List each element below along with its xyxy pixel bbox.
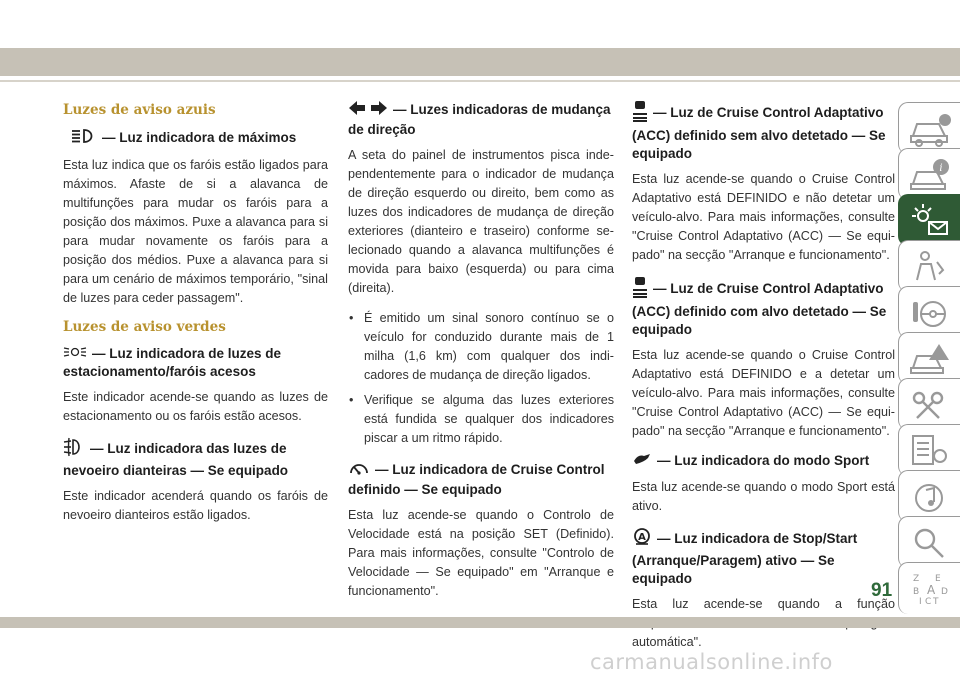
front-fog-title <box>63 437 328 480</box>
svg-text:I: I <box>918 596 922 607</box>
front-fog-title-text: — Luz indicadora das luzes de nevoeiro dianteiras — Se equipado <box>63 441 289 479</box>
chapter-tabs <box>898 102 960 607</box>
tab-search[interactable] <box>898 516 960 568</box>
tab-safety[interactable] <box>898 240 960 292</box>
acc-car-icon <box>632 100 648 127</box>
turn-signal-title-text: — Luzes indicadoras de mudança de direção <box>348 102 611 137</box>
bullet-item: • É emitido um sinal sonoro contínuo se o veículo for conduzido durante mais de 1 milha (1,6 km) com qualquer dos indicadores de mudança de direção ligados. <box>348 309 614 385</box>
turn-arrows-icon <box>348 100 388 121</box>
car-info-circle-icon <box>909 156 951 194</box>
tab-index[interactable] <box>898 562 960 614</box>
music-icon <box>909 478 951 516</box>
warning-lights-icon <box>909 202 951 240</box>
parking-lights-text: Este indicador acende-se quando as luzes de estacionamento ou os faróis estão acesos. <box>63 390 328 424</box>
stop-start-icon <box>632 527 652 552</box>
front-fog-icon <box>63 437 85 462</box>
column-1 <box>63 100 328 536</box>
page-number: 91 <box>871 580 893 601</box>
acc-no-target-title-text: — Luz de Cruise Control Adaptativo (ACC) definido sem alvo detetado — Se equipado <box>632 105 886 161</box>
acc-target-title-text: — Luz de Cruise Control Adaptativo (ACC) definido com alvo detetado — Se equipado <box>632 281 887 337</box>
car-warning-icon <box>909 340 951 378</box>
parking-lights-icon <box>63 345 87 363</box>
tab-tools[interactable] <box>898 378 960 430</box>
stop-start-title-text: — Luz indicadora de Stop/Start (Arranque/Paragem) ativo — Se equipado <box>632 531 858 586</box>
svg-text:B: B <box>912 586 919 597</box>
green-lights-heading: Luzes de aviso verdes <box>63 319 226 335</box>
svg-text:E: E <box>934 573 941 584</box>
acc-no-target-title <box>632 100 895 163</box>
tab-checklist[interactable] <box>898 424 960 476</box>
turn-signal-bullets <box>348 309 614 448</box>
high-beam-title <box>63 128 328 149</box>
parking-lights-title-text: — Luz indicadora de luzes de estacionamento/faróis acesos <box>63 346 282 380</box>
tab-warning-lights[interactable] <box>898 194 960 246</box>
parking-lights-title <box>63 345 328 381</box>
watermark: carmanualsonline.info <box>590 650 833 674</box>
blue-lights-heading: Luzes de aviso azuis <box>63 102 216 118</box>
tab-car-info-circle[interactable] <box>898 148 960 200</box>
svg-text:Z: Z <box>912 573 919 584</box>
tab-car-warning[interactable] <box>898 332 960 384</box>
sport-mode-text: Esta luz acende-se quando o modo Sport está ativo. <box>632 480 895 513</box>
tools-icon <box>909 386 951 424</box>
bullet-item: • Verifique se alguma das luzes exteriores está fundida se qualquer dos indicadores piscar a um ritmo rápido. <box>348 391 614 448</box>
acc-target-title <box>632 276 895 339</box>
turn-signal-text: A seta do painel de instrumentos pisca independentemente para o indicador de mudança de direção esquerdo ou direito, bem como as luzes dos indicadores de mudança de direção exteriores (dianteiro e traseiro) conforme selecionado quando a alavanca multifunções é movida para baixo (esquerda) ou para cima (direita). <box>348 148 614 295</box>
sport-mode-title <box>632 452 895 471</box>
acc-target-text: Esta luz acende-se quando o Cruise Control Adaptativo está DEFINIDO e a detetar um veículo-alvo. Para mais informações, consulte "Cruise Control Adaptativo (ACC) — Se equipado" na secção "Arranque e funcionamento". <box>632 348 895 438</box>
acc-car-target-icon <box>632 276 648 303</box>
cruise-set-title <box>348 460 614 499</box>
svg-text:i: i <box>938 162 943 174</box>
search-icon <box>909 524 951 562</box>
svg-text:C: C <box>924 596 931 607</box>
high-beam-text: Esta luz indica que os faróis estão ligados para máximos. Afaste de si a alavanca de multifunções para mudar os faróis para a posição dos máximos. Puxe a alavanca para si para mudar novamente os faróis para a posição dos médios. Puxe a alavanca para si para um cenário de máximos temporário, "sinal de luzes para ceder passagem". <box>63 158 328 305</box>
tab-car-info[interactable] <box>898 102 960 154</box>
svg-text:T: T <box>932 596 938 607</box>
front-fog-text: Este indicador acenderá quando os faróis de nevoeiro dianteiros estão ligados. <box>63 489 328 523</box>
high-beam-icon <box>71 128 97 149</box>
stop-start-text: Esta luz acende-se quando a função automática". <box>632 597 895 649</box>
cruise-set-title-text: — Luz indicadora de Cruise Control definido — Se equipado <box>348 462 605 497</box>
column-2 <box>348 100 614 612</box>
car-info-icon <box>909 110 951 148</box>
top-decor-band <box>0 48 960 76</box>
bottom-decor-band <box>0 617 960 628</box>
checklist-gear-icon <box>909 432 951 470</box>
svg-text:A: A <box>926 582 935 597</box>
column-3 <box>632 100 895 663</box>
speedometer-icon <box>348 460 370 481</box>
sport-mode-title-text: — Luz indicadora do modo Sport <box>657 453 870 469</box>
turn-signal-title <box>348 100 614 139</box>
tab-steering[interactable] <box>898 286 960 338</box>
svg-text:A: A <box>638 532 646 543</box>
tab-multimedia[interactable] <box>898 470 960 522</box>
steering-icon <box>909 294 951 332</box>
acc-no-target-text: Esta luz acende-se quando o Cruise Control Adaptativo está DEFINIDO e não detetar um veículo-alvo. Para mais informações, consulte "Cruise Control Adaptativo (ACC) — Se equipado" na secção "Arranque e funcionamento". <box>632 172 895 262</box>
top-decor-line <box>0 80 960 82</box>
high-beam-title-text: — Luz indicadora de máximos <box>102 130 297 146</box>
cruise-set-text: Esta luz acende-se quando o Controlo de Velocidade está na posição SET (Definido). Para mais informações, consulte "Controlo de Velocidade — Se equipado" em "Arranque e funcionamento". <box>348 508 614 598</box>
sport-mode-icon <box>632 452 652 471</box>
safety-person-icon <box>909 248 951 286</box>
stop-start-title <box>632 527 895 588</box>
svg-text:D: D <box>940 586 948 597</box>
index-letters-icon <box>909 570 951 608</box>
